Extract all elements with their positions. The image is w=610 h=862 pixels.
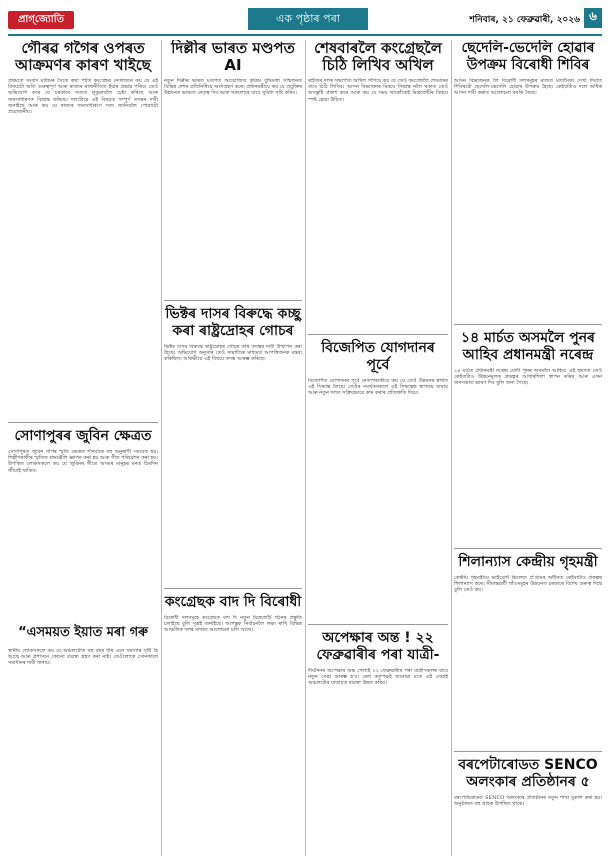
pull-quote: “এসময়ত ইয়াত মৰা গৰু — [18, 625, 148, 640]
column-divider — [451, 40, 452, 856]
newspaper-logo: প্ৰাগ্‌জ্যোতি — [8, 11, 74, 29]
divider — [8, 422, 158, 423]
masthead — [8, 8, 602, 32]
column-divider — [305, 40, 306, 856]
article-body: নতুন দিল্লীৰ ভাৰত মণ্ডপত আয়োজিত কৃত্ৰিম বুদ্ধিমত্তা সন্মিলনত বিভিন্ন দেশৰ প্ৰতিনিধিয়ে অংশগ্ৰহণ কৰে। প্ৰধানমন্ত্ৰীয়ে কয় যে প্ৰযুক্তিৰ উন্নয়নত ভাৰতে নেতৃত্ব দিব আৰু সকলোৰে বাবে সুবিধা সৃষ্টি কৰিব। — [164, 78, 302, 97]
article — [164, 40, 302, 294]
article-body: ৰাইজৰ দলৰ সভাপতি অখিল গগৈয়ে কয় যে তেওঁ কংগ্ৰেছলৈ শেষবাৰৰ বাবে চিঠি লিখিব। আসন বিভাজনৰ বিষয়ে সিদ্ধান্ত নলৈ থকাত তেওঁ অসন্তুষ্টি প্ৰকাশ কৰে আৰু কয় যে সময় থাকোঁতেই মিত্ৰজোঁটৰ বিষয়ে স্পষ্ট হোৱা উচিত। — [308, 78, 448, 103]
masthead-rule — [8, 34, 602, 36]
article-body: বিৰোধী দলসমূহে কংগ্ৰেছক বাদ দি নতুন মিত্ৰজোঁট গঠনৰ প্ৰস্তুতি চলাইছে বুলি সূত্ৰই জনাইছে। আগন্তুক নিৰ্বাচনলৈ লক্ষ্য ৰাখি বিভিন্ন আঞ্চলিক দলৰ মাজত আলোচনা চলি আছে। — [164, 615, 302, 634]
article — [164, 594, 302, 856]
article-headline: ১৪ মাৰ্চত অসমলৈ পুনৰ আহিব প্ৰধানমন্ত্ৰী নৰেন্দ্ৰ — [461, 330, 595, 363]
page-number: ৬ — [584, 8, 602, 28]
article-body: বৰপেটাৰোডত SENCO অলংকাৰ প্ৰতিষ্ঠানৰ নতুন শাখা মুকলি কৰা হয়। অনুষ্ঠানত বহু গ্ৰাহক উপস্থিত থাকে। — [454, 795, 602, 808]
article-headline: দিল্লীৰ ভাৰত মণ্ডপত AI — [171, 40, 295, 74]
article-body: সোণাপুৰত জুবিন গাৰ্গৰ স্মৃতি ক্ষেত্ৰত শনিবাৰে বহু অনুৰাগী সমবেত হয়। শিল্পীগৰাকীৰ স্মৃতিত শ্ৰদ্ধাঞ্জলি জ্ঞাপন কৰা হয় আৰু গীত পৰিৱেশন কৰা হয়। উপস্থিত লোকসকলে কয় যে জুবিনৰ গীতে অসমৰ মানুহৰ মনত চিৰদিন জীয়াই থাকিব। — [8, 449, 158, 474]
article — [164, 306, 302, 582]
article-body: স্থানীয় লোকসকলে কয় যে অঞ্চলটোত বহু বছৰ ধৰি এনে সমস্যাৰ সৃষ্টি হৈ আছে আৰু প্ৰশাসনে কোনো ব্যৱস্থা গ্ৰহণ কৰা নাই। তেওঁলোকে সোনকালে সমাধানৰ দাবী জনায়। — [8, 648, 158, 667]
article — [308, 630, 448, 856]
article-body: প্ৰথমতে সংবাদ মাধ্যমৰ সৈতে কথা পাতি কংগ্ৰেছৰ নেতাজনে কয় যে এই বিষয়টো অতি গুৰুত্বপূৰ্ণ আৰু ৰাজ্যৰ ৰাজনীতিত ইয়াৰ প্ৰভাৱ পৰিব। তেওঁ অভিযোগ কৰে যে চৰকাৰে সত্যক লুকুৱাবলৈ চেষ্টা কৰিছে আৰু জনসাধাৰণক বিভ্ৰান্ত কৰিছে। দলটোৱে এই বিষয়ত সম্পূৰ্ণ তদন্তৰ দাবী জনাইছে আৰু কয় যে ৰাজ্যৰ জনসাধাৰণে সত্য জানিবলৈ পোৱাটো প্ৰয়োজনীয়। — [8, 78, 158, 116]
article — [8, 428, 158, 617]
article-body: ভিক্টৰ দাসৰ বিৰুদ্ধে ৰাষ্ট্ৰদ্ৰোহৰ গোচৰ তৰি তদন্তৰ দাবী উত্থাপন কৰা হৈছে। অভিযোগ অনুসৰি তেওঁ সামাজিক মাধ্যমত আপত্তিজনক মন্তব্য কৰিছিল। আৰক্ষীয়ে এই বিষয়ে তদন্ত আৰম্ভ কৰিছে। — [164, 344, 302, 363]
article-headline: সোণাপুৰৰ জুবিন ক্ষেত্ৰত — [14, 428, 152, 444]
divider — [164, 300, 302, 301]
article-headline: বিজেপিত যোগদানৰ পূৰ্বে — [321, 340, 435, 373]
divider — [454, 548, 602, 549]
article-headline: অপেক্ষাৰ অন্ত ! ২২ ফেব্ৰুৱাৰীৰ পৰা যাত্ৰী- — [316, 630, 440, 663]
article-body: কেন্দ্ৰীয় গৃহমন্ত্ৰীয়ে ভাইব্ৰেণ্ট ভিলেজ প্ৰ'গ্ৰামৰ অধীনত কেইবাটাও প্ৰকল্পৰ শিলান্যাস কৰে। সীমান্তৱৰ্তী গাঁওসমূহৰ উন্নয়নত চৰকাৰে বিশেষ গুৰুত্ব দিছে বুলি তেওঁ কয়। — [454, 575, 602, 594]
article-headline: ভিক্টৰ দাসৰ বিৰুদ্ধে কচ্ছু কৰা ৰাষ্ট্ৰদ্ৰোহৰ গোচৰ — [165, 306, 301, 339]
section-banner: এক পৃষ্ঠাৰ পৰা — [248, 8, 368, 30]
article-body: বিজেপিত যোগদানৰ পূৰ্বে নেতাগৰাকীয়ে কয় যে তেওঁ উন্নয়নৰ স্বাৰ্থত এই সিদ্ধান্ত লৈছে। তেওঁৰ সমৰ্থকসকলে এই সিদ্ধান্তক স্বাগতম জনায় আৰু নতুন দলত সক্ৰিয়ভাৱে কাম কৰাৰ প্ৰতিশ্ৰুতি দিয়ে। — [308, 378, 448, 397]
article-headline: গৌৰৱ গগৈৰ ওপৰত আক্ৰমণৰ কাৰণ খাইছে — [15, 40, 151, 74]
divider — [308, 334, 448, 335]
divider — [454, 751, 602, 752]
article — [308, 340, 448, 618]
divider — [164, 588, 302, 589]
article-headline: কংগ্ৰেছক বাদ দি বিৰোধী — [164, 594, 302, 610]
column-2 — [164, 40, 302, 856]
article-body: দীৰ্ঘদিনৰ অপেক্ষাৰ অন্ত পেলাই ২২ ফেব্ৰুৱাৰীৰ পৰা যাত্ৰীসকলৰ বাবে নতুন সেৱা আৰম্ভ হ'ব। ৰেল কৰ্তৃপক্ষই জনোৱা মতে এই সেৱাই অঞ্চলটোৰ যাতায়ত ব্যৱস্থা উন্নত কৰিব। — [308, 668, 448, 687]
column-3 — [308, 40, 448, 856]
article-headline: শিলান্যাস কেন্দ্ৰীয় গৃহমন্ত্ৰী — [458, 554, 598, 570]
article-headline: বৰপেটাৰোডত SENCO অলংকাৰ প্ৰতিষ্ঠানৰ ৫ — [458, 757, 598, 790]
article-body: ১৪ মাৰ্চত প্ৰধানমন্ত্ৰী নৰেন্দ্ৰ মোদী পুনৰ অসমলৈ আহিব। এই ভ্ৰমণত তেওঁ কেইবাটাও উন্নয়নমূলক প্ৰকল্পৰ আধাৰশিলা স্থাপন কৰিব আৰু এখন জনসভাত ভাষণ দিব বুলি জনা গৈছে। — [454, 368, 602, 387]
article — [454, 757, 602, 855]
article-body: আসন বিভাজনক লৈ বিৰোধী দলসমূহৰ মাজত মতানৈক্য দেখা দিয়াত শিবিৰটো ছেদেলি-ভেদেলি হোৱাৰ উপক্ৰম হৈছে। কেইবাটাও দলে অধিক আসন দাবী কৰাত আলোচনা থমকি ৰৈছে। — [454, 78, 602, 97]
column-4 — [454, 40, 602, 856]
column-divider — [161, 40, 162, 856]
article — [454, 554, 602, 745]
article-headline: ছেদেলি-ভেদেলি হোৱাৰ উপক্ৰম বিৰোধী শিবিৰ — [461, 40, 595, 73]
issue-date: শনিবাৰ, ২১ ফেব্ৰুৱাৰী, ২০২৬ — [469, 15, 580, 25]
article — [308, 40, 448, 328]
divider — [454, 324, 602, 325]
article — [8, 40, 158, 416]
article-headline: শেষবাৰলৈ কংগ্ৰেছলৈ চিঠি লিখিব অখিল — [314, 40, 442, 74]
article — [454, 40, 602, 318]
column-1 — [8, 40, 158, 856]
article — [454, 330, 602, 542]
divider — [308, 624, 448, 625]
